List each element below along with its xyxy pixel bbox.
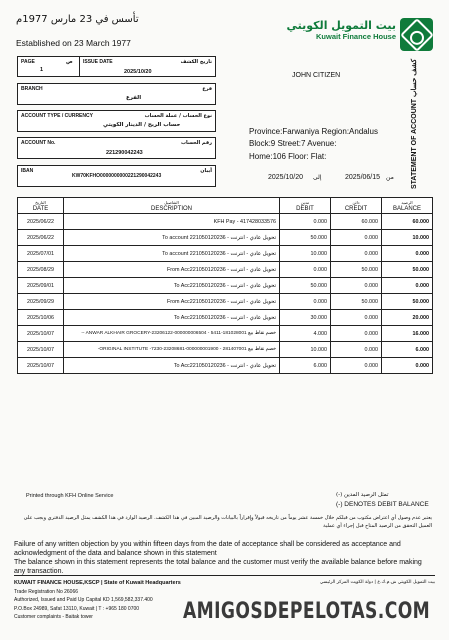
period-from-label: من [386, 174, 394, 181]
transactions-table [17, 197, 433, 374]
account-no-value: 221290042243 [106, 150, 143, 156]
account-type-value: حساب الربح / الدينار الكويتي [103, 122, 181, 128]
iban-value: KW70KFHO0000000000221290042243 [72, 173, 162, 179]
table-row: 2025/09/01 To Acc221050120236 - تحويل عادي - انترنت 50.000 0.000 0.000 [18, 278, 433, 294]
account-type-label-ar: نوع الحساب / عملة الحساب [144, 113, 212, 119]
customer-name: JOHN CITIZEN [292, 72, 341, 79]
kfh-logo-icon [400, 18, 433, 51]
branch-label: BRANCH [21, 86, 43, 92]
period-from-date: 2025/06/15 [345, 174, 381, 181]
trade-registration: Trade Registration No 26066 [14, 588, 79, 595]
statement-title-vertical [399, 58, 429, 200]
table-row: 2025/10/07 -- ANWAR ALKHAIR GROCERY-23206122-000000006504 - خصم نقاط بيع 181028001-5411 4.000 0.000 16.000 [18, 326, 433, 342]
account-no-label-ar: رقم الحساب [181, 140, 212, 146]
table-row: 2025/08/29 From Acc221050120236 - تحويل عادي - انترنت 0.000 50.000 50.000 [18, 262, 433, 278]
brand-name-en: Kuwait Finance House [315, 32, 396, 41]
page-number: 1 [40, 67, 44, 73]
col-balance: الرصيد BALANCE [382, 198, 433, 214]
account-no-box [17, 137, 216, 159]
complaints-info: Customer complaints - Baitak tower [14, 614, 93, 620]
customer-address-line2: Block:9 Street:7 Avenue: [249, 139, 337, 148]
po-box: P.O.Box 24989, Safat 13110, Kuwait | T : +965 180 0700 [14, 605, 140, 612]
page-label: PAGE [21, 59, 35, 65]
table-row: 2025/06/22 KFH Pay - 417428033576 0.000 60.000 60.000 [18, 214, 433, 230]
footer-company-info [14, 579, 181, 622]
debit-note-ar: (-) تمثل الرصيد المدين [336, 492, 389, 498]
customer-address-line1: Province:Farwaniya Region:Andalus [249, 127, 378, 136]
page-issue-box [17, 56, 216, 77]
col-credit: دائن CREDIT [331, 198, 382, 214]
disclaimer-en-2: The balance shown in this statement represents the total balance and the customer must verify the available balance before making any transaction. [14, 559, 422, 575]
period-to-label: إلى [313, 174, 322, 181]
table-row: 2025/10/07 To Acc221050120236 - تحويل عادي - انترنت 6.000 0.000 0.000 [18, 358, 433, 374]
capital-info: Authorized, Issued and Paid Up Capital KD 1,569,582,337.400 [14, 597, 153, 603]
disclaimer-ar: يعتبر عدم وصول أي اعتراض مكتوب من قبلكم خلال خمسة عشر يوماً من تاريخه قبولاً وإقراراً بالبيانات والرصيد المبين في هذا الكشف. الرصيد الوارد في هذا الكشف يمثل الرصيد الدفتري ويجب على العميل التحقق من الرصيد المتاح قبل إجراء أي عملية [23, 515, 432, 529]
company-line: KUWAIT FINANCE HOUSE,KSCP | State of Kuwait Headquarters [14, 580, 181, 586]
footer-divider [14, 575, 435, 576]
printed-note: Printed through KFH Online Service [26, 493, 114, 499]
period-to-date: 2025/10/20 [268, 174, 304, 181]
iban-label: IBAN [21, 168, 34, 174]
table-row: 2025/10/06 To Acc221050120236 - تحويل عادي - انترنت 30.000 0.000 20.000 [18, 310, 433, 326]
table-row: 2025/09/29 From Acc221050120236 - تحويل عادي - انترنت 0.000 50.000 50.000 [18, 294, 433, 310]
account-type-box [17, 110, 216, 132]
col-date: التاريخ DATE [18, 198, 64, 214]
iban-label-ar: أيبان [200, 168, 212, 174]
footer-ar: بيت التمويل الكويتي ش.م.ك.ع | دولة الكويت المركز الرئيسي [319, 580, 435, 585]
branch-value: الفرع [126, 95, 142, 101]
established-en: Established on 23 March 1977 [16, 38, 131, 48]
col-description: التفاصيل DESCRIPTION [64, 198, 280, 214]
debit-note: (-) DENOTES DEBIT BALANCE [336, 501, 429, 508]
table-header-row [18, 198, 433, 214]
table-row: 2025/10/07 -ORIGINAL INSTITUTE -7230-23208681-000000001900 - خصم نقاط بيع 281407001 10.000 0.000 6.000 [18, 342, 433, 358]
customer-address-line3: Home:106 Floor: Flat: [249, 152, 327, 161]
disclaimer-en [14, 540, 434, 576]
statement-title: STATEMENT OF ACCOUNT كشف حساب [411, 58, 418, 189]
table-row: 2025/06/22 To account 221050120236 - تحويل عادي - انترنت 50.000 0.000 10.000 [18, 230, 433, 246]
issue-date-label-ar: تاريخ الكشف [180, 59, 212, 65]
issue-date-label: ISSUE DATE [83, 59, 113, 65]
disclaimer-en-1: Failure of any written objection by you within fifteen days from the date of acceptance shall be considered as acceptance and acknowledgment of the data and balance shown in this statement [14, 541, 401, 557]
iban-box [17, 165, 216, 187]
account-type-label: ACCOUNT TYPE / CURRENCY [21, 113, 93, 119]
issue-date-value: 2025/10/20 [124, 69, 152, 75]
watermark: AMIGOSDEPELOTAS.COM [183, 599, 431, 624]
brand-block [286, 20, 396, 41]
branch-label-ar: فرع [202, 86, 212, 92]
branch-box [17, 83, 216, 105]
table-row: 2025/07/01 To account 221050120236 - تحويل عادي - انترنت 10.000 0.000 0.000 [18, 246, 433, 262]
page-label-ar: ص [66, 59, 73, 65]
established-ar: تأسس في 23 مارس 1977م [16, 14, 139, 25]
account-no-label: ACCOUNT No. [21, 140, 56, 146]
brand-name-ar: بيت التمويل الكويتي [286, 19, 396, 32]
col-debit: مدين DEBIT [280, 198, 331, 214]
